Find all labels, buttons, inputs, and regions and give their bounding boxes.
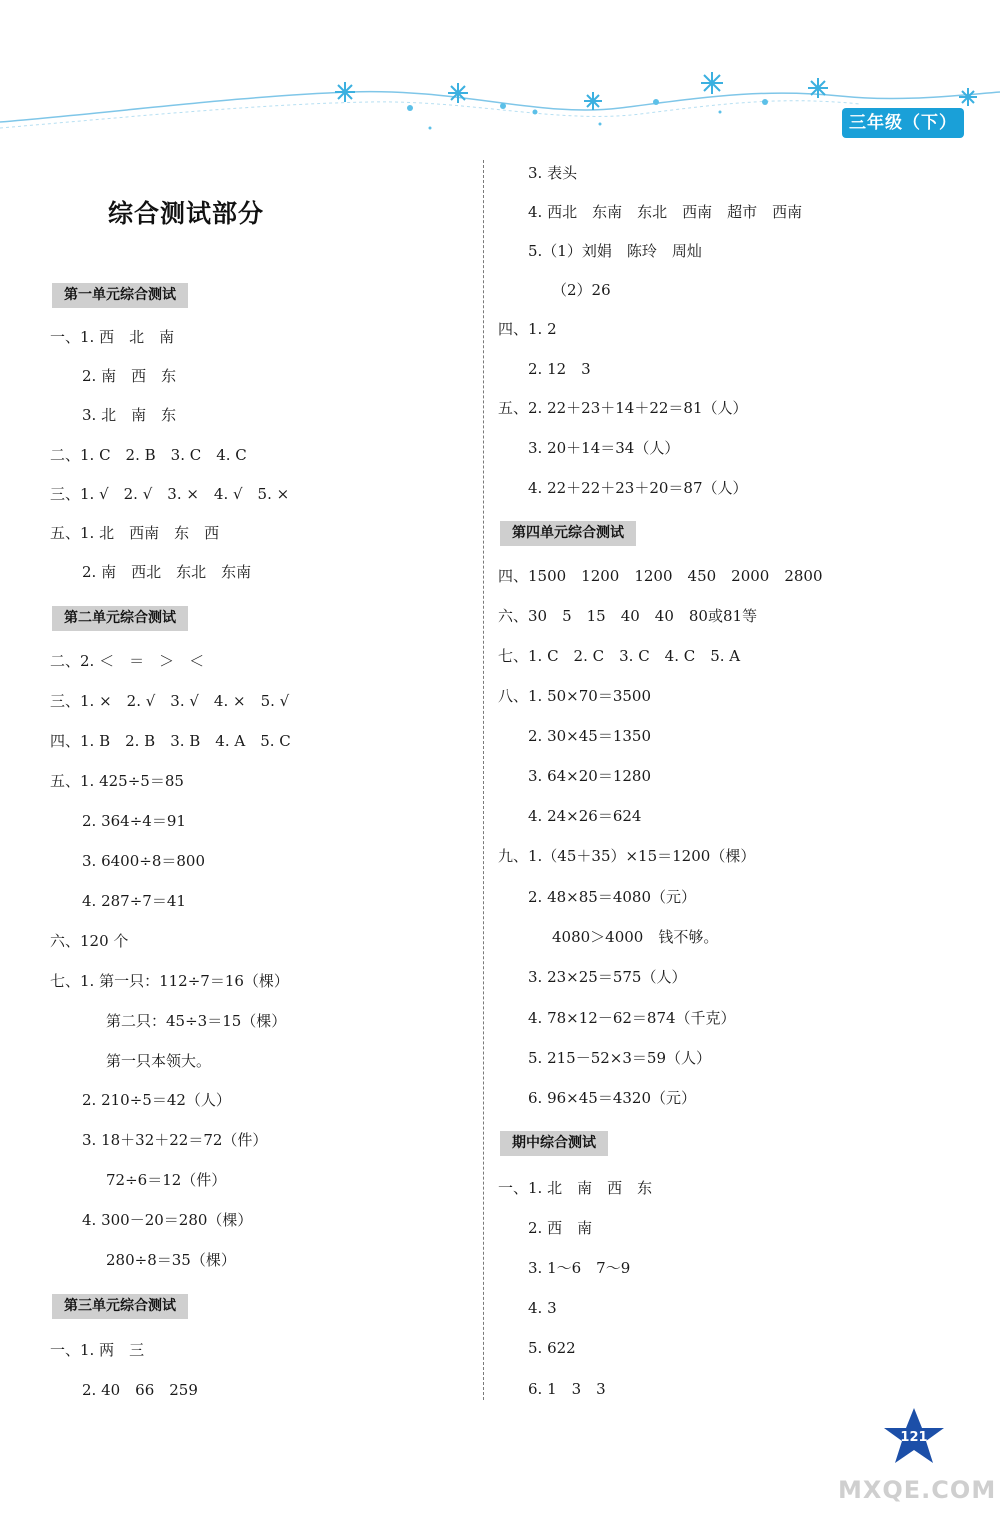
answer-line: 5. 622 [528,1339,576,1357]
answer-line: 4. 287÷7＝41 [82,892,186,910]
answer-line: 一、1. 西 北 南 [50,328,175,346]
answer-line: 4080＞4000 钱不够。 [552,928,719,946]
answer-line: 3. 20＋14＝34（人） [528,439,680,457]
answer-line: 二、2. ＜ ＝ ＞ ＜ [50,652,205,670]
answer-line: 三、1. √ 2. √ 3. × 4. √ 5. × [50,485,290,503]
answer-line: 3. 6400÷8＝800 [82,852,205,870]
answer-line: 3. 18＋32＋22＝72（件） [82,1131,268,1149]
answer-line: 第一只本领大。 [106,1052,212,1070]
answer-line: 5.（1）刘娟 陈玲 周灿 [528,242,702,260]
section-heading: 第三单元综合测试 [52,1294,188,1319]
answer-line: 2. 南 西 东 [82,367,177,385]
section-heading: 第四单元综合测试 [500,521,636,546]
answer-line: 2. 210÷5＝42（人） [82,1091,231,1109]
answer-line: 2. 40 66 259 [82,1381,198,1399]
answer-line: 3. 23×25＝575（人） [528,968,687,986]
answer-line: 三、1. × 2. √ 3. √ 4. × 5. √ [50,692,290,710]
answer-line: 一、1. 两 三 [50,1341,145,1359]
answer-line: 4. 22＋22＋23＋20＝87（人） [528,479,748,497]
answer-line: 五、1. 425÷5＝85 [50,772,184,790]
answer-line: 4. 西北 东南 东北 西南 超市 西南 [528,203,803,221]
answer-line: 九、1.（45＋35）×15＝1200（棵） [498,847,756,865]
answer-line: 六、120 个 [50,932,129,950]
answer-line: 五、1. 北 西南 东 西 [50,524,220,542]
answer-line: 2. 南 西北 东北 东南 [82,563,252,581]
section-heading: 期中综合测试 [500,1131,608,1156]
page-number-badge [880,1408,950,1468]
answer-line: 72÷6＝12（件） [106,1171,227,1189]
column-divider [483,160,484,1400]
answer-line: 2. 30×45＝1350 [528,727,651,745]
page-number: 121 [900,1430,928,1445]
answer-line: 五、2. 22＋23＋14＋22＝81（人） [498,399,748,417]
answer-line: 3. 1～6 7～9 [528,1259,631,1277]
answer-line: 第二只：45÷3＝15（棵） [106,1012,287,1030]
page-title: 综合测试部分 [108,199,265,228]
answer-line: 四、1. B 2. B 3. B 4. A 5. C [50,732,291,750]
answer-line: 4. 300－20＝280（棵） [82,1211,253,1229]
answer-line: 2. 364÷4＝91 [82,812,186,830]
grade-badge: 三年级（下） [842,108,964,138]
answer-line: 四、1. 2 [498,320,557,338]
answer-line: 6. 96×45＝4320（元） [528,1089,696,1107]
answer-line: 3. 北 南 东 [82,406,177,424]
answer-line: 七、1. C 2. C 3. C 4. C 5. A [498,647,741,665]
answer-line: 2. 48×85＝4080（元） [528,888,696,906]
answer-line: 一、1. 北 南 西 东 [498,1179,653,1197]
section-heading: 第二单元综合测试 [52,606,188,631]
watermark-text: MXQE.COM [838,1476,997,1504]
answer-line: （2）26 [552,281,611,299]
answer-line: 4. 24×26＝624 [528,807,642,825]
answer-line: 八、1. 50×70＝3500 [498,687,651,705]
answer-line: 七、1. 第一只：112÷7＝16（棵） [50,972,289,990]
answer-line: 二、1. C 2. B 3. C 4. C [50,446,247,464]
answer-line: 四、1500 1200 1200 450 2000 2800 [498,567,823,585]
answer-line: 280÷8＝35（棵） [106,1251,236,1269]
answer-line: 六、30 5 15 40 40 80或81等 [498,607,758,625]
answer-line: 5. 215－52×3＝59（人） [528,1049,711,1067]
answer-line: 2. 12 3 [528,360,591,378]
answer-line: 4. 78×12－62＝874（千克） [528,1009,736,1027]
section-heading: 第一单元综合测试 [52,283,188,308]
answer-line: 3. 64×20＝1280 [528,767,651,785]
answer-line: 6. 1 3 3 [528,1380,606,1398]
answer-line: 3. 表头 [528,164,578,182]
answer-line: 2. 西 南 [528,1219,593,1237]
answer-line: 4. 3 [528,1299,557,1317]
